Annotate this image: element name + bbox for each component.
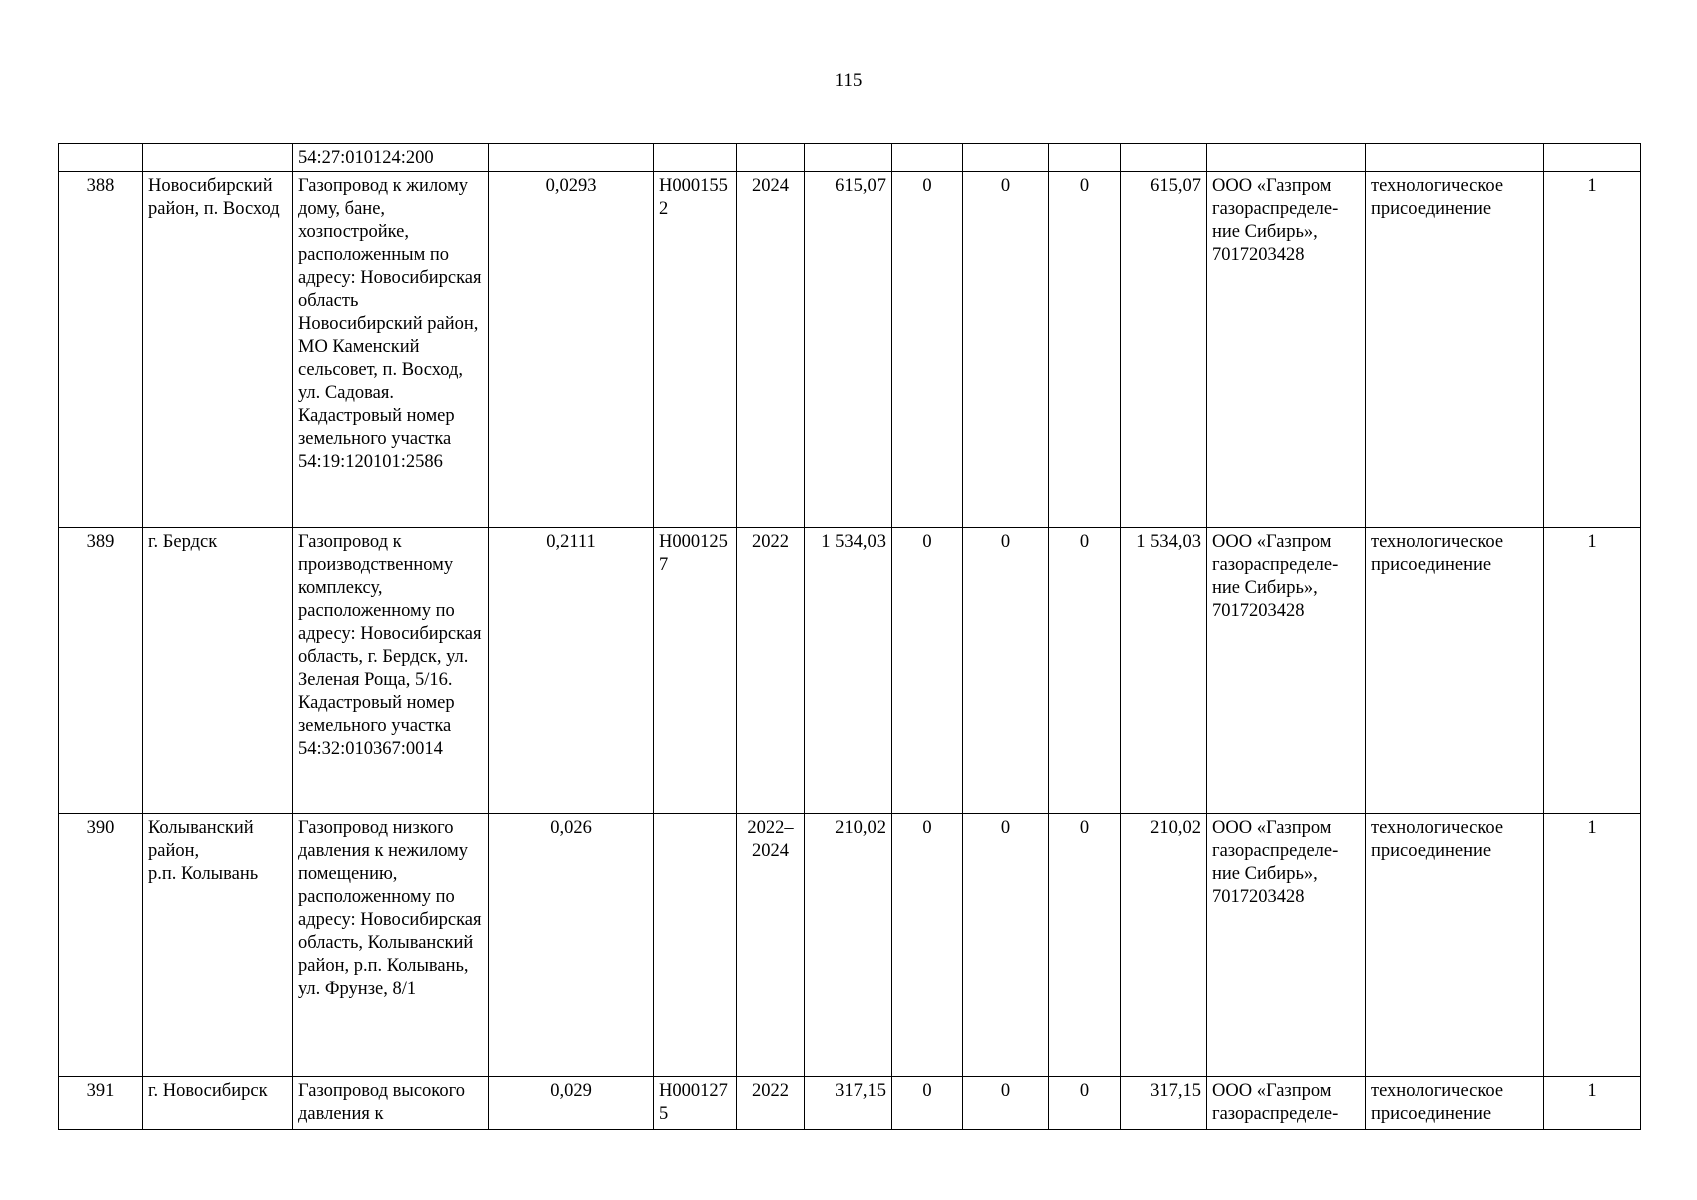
cell-organization: ООО «Газпром газораспределе-ние Сибирь», 7017203428 (1207, 528, 1366, 814)
cell-amount (1121, 144, 1207, 172)
cell-count: 1 (1544, 814, 1641, 1077)
cell-no: 389 (59, 528, 143, 814)
cell-v3: 0 (1049, 1077, 1121, 1130)
cell-total: 317,15 (805, 1077, 892, 1130)
cell-organization: ООО «Газпром газораспределе- (1207, 1077, 1366, 1130)
page-number: 115 (834, 70, 863, 91)
cell-no (59, 144, 143, 172)
cell-amount: 317,15 (1121, 1077, 1207, 1130)
cell-v3: 0 (1049, 528, 1121, 814)
cell-count: 1 (1544, 528, 1641, 814)
cell-v2: 0 (963, 172, 1049, 528)
cell-no: 391 (59, 1077, 143, 1130)
cell-no: 390 (59, 814, 143, 1077)
cell-description: Газопровод к жилому дому, бане, хозпостройке, расположенным по адресу: Новосибирская область Новосибирский район, МО Каменский сельсовет, п. Восход, ул. Садовая. Кадастровый номер земельного участка 54:19:120101:2586 (293, 172, 489, 528)
cell-no: 388 (59, 172, 143, 528)
table-row-continuation (59, 144, 1641, 172)
cell-amount: 1 534,03 (1121, 528, 1207, 814)
cell-length: 0,0293 (489, 172, 654, 528)
cell-length: 0,026 (489, 814, 654, 1077)
cell-total (805, 144, 892, 172)
cell-v3: 0 (1049, 172, 1121, 528)
cell-locality (143, 144, 293, 172)
cell-description: Газопровод низкого давления к нежилому помещению, расположенному по адресу: Новосибирская область, Колыванский район, р.п. Колывань, ул. Фрунзе, 8/1 (293, 814, 489, 1077)
cell-locality: Новосибирский район, п. Восход (143, 172, 293, 528)
cell-count (1544, 144, 1641, 172)
cell-purpose: технологическое присоединение (1366, 1077, 1544, 1130)
cell-v1: 0 (892, 1077, 963, 1130)
cell-v3 (1049, 144, 1121, 172)
cell-length: 0,029 (489, 1077, 654, 1130)
table-row (59, 172, 1641, 528)
cell-v1: 0 (892, 528, 963, 814)
cell-purpose (1366, 144, 1544, 172)
cell-code (654, 144, 737, 172)
cell-description: Газопровод к производственному комплексу, расположенному по адресу: Новосибирская область, г. Бердск, ул. Зеленая Роща, 5/16. Кадастровый номер земельного участка 54:32:010367:0014 (293, 528, 489, 814)
cell-v2: 0 (963, 528, 1049, 814)
registry-table (58, 143, 1641, 1130)
cell-v2: 0 (963, 814, 1049, 1077)
cell-purpose: технологическое присоединение (1366, 172, 1544, 528)
cell-years: 2022 (737, 1077, 805, 1130)
cell-length (489, 144, 654, 172)
table-row (59, 1077, 1641, 1130)
cell-total: 1 534,03 (805, 528, 892, 814)
cell-code (654, 814, 737, 1077)
cell-purpose: технологическое присоединение (1366, 528, 1544, 814)
table-row (59, 814, 1641, 1077)
cell-locality: Колыванский район, р.п. Колывань (143, 814, 293, 1077)
cell-v1: 0 (892, 814, 963, 1077)
cell-amount: 615,07 (1121, 172, 1207, 528)
cell-purpose: технологическое присоединение (1366, 814, 1544, 1077)
cell-locality: г. Новосибирск (143, 1077, 293, 1130)
cell-years: 2024 (737, 172, 805, 528)
cell-description: Газопровод высокого давления к (293, 1077, 489, 1130)
cell-organization (1207, 144, 1366, 172)
cell-locality: г. Бердск (143, 528, 293, 814)
cell-v3: 0 (1049, 814, 1121, 1077)
cell-total: 210,02 (805, 814, 892, 1077)
cell-length: 0,2111 (489, 528, 654, 814)
cell-v1 (892, 144, 963, 172)
cell-organization: ООО «Газпром газораспределе-ние Сибирь», 7017203428 (1207, 172, 1366, 528)
cell-years: 2022 (737, 528, 805, 814)
cell-code: Н0001257 (654, 528, 737, 814)
cell-organization: ООО «Газпром газораспределе-ние Сибирь», 7017203428 (1207, 814, 1366, 1077)
cell-count: 1 (1544, 1077, 1641, 1130)
cell-years (737, 144, 805, 172)
cell-code: Н0001275 (654, 1077, 737, 1130)
cell-code: Н0001552 (654, 172, 737, 528)
cell-total: 615,07 (805, 172, 892, 528)
cell-amount: 210,02 (1121, 814, 1207, 1077)
cell-v2: 0 (963, 1077, 1049, 1130)
cell-count: 1 (1544, 172, 1641, 528)
cell-v1: 0 (892, 172, 963, 528)
cell-years: 2022– 2024 (737, 814, 805, 1077)
cell-v2 (963, 144, 1049, 172)
cell-description: 54:27:010124:200 (293, 144, 489, 172)
table-row (59, 528, 1641, 814)
